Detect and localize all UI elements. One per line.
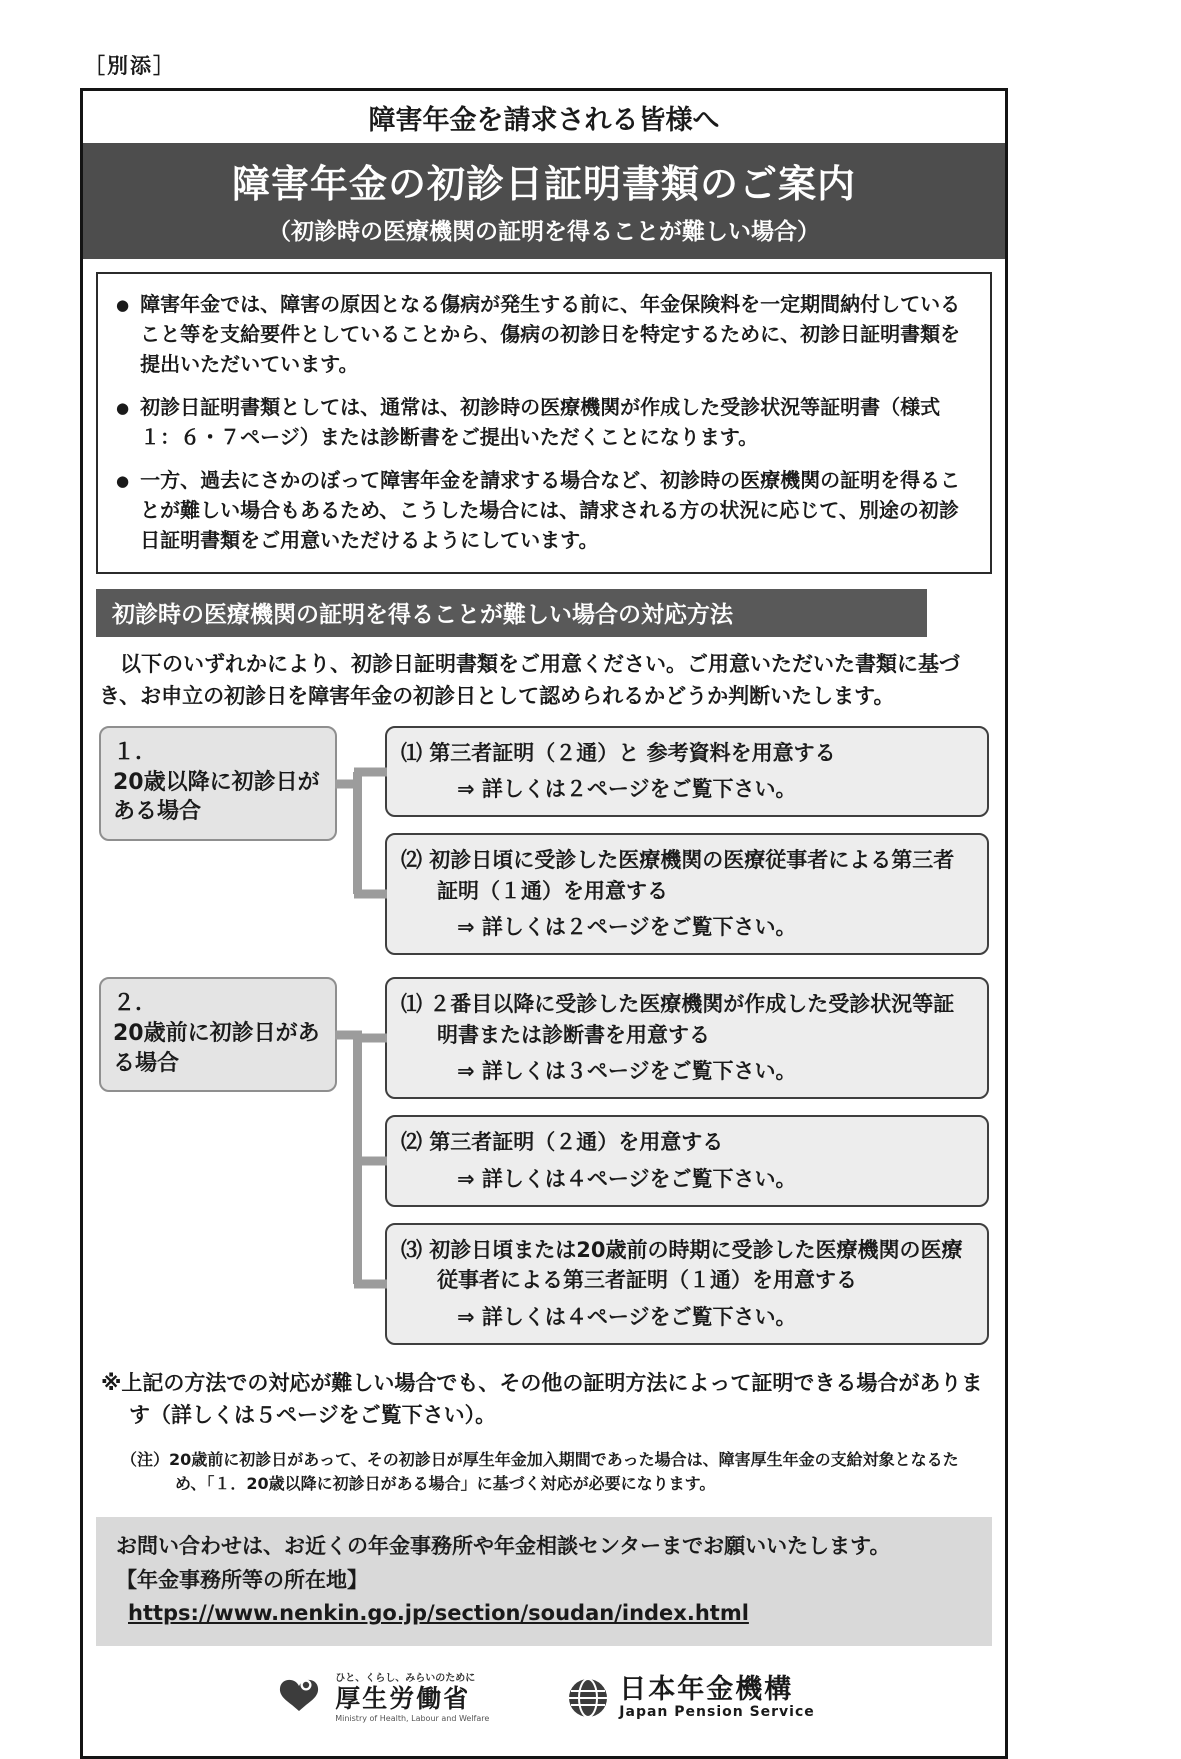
intro-bullets-box xyxy=(96,272,992,574)
document-subtitle: （初診時の医療機関の証明を得ることが難しい場合） xyxy=(268,219,820,245)
case-connector xyxy=(337,726,385,955)
jps-en-name: Japan Pension Service xyxy=(619,1704,815,1721)
jps-logo-icon xyxy=(567,1677,609,1719)
case-number: １． xyxy=(113,740,158,765)
intro-bullet-text: 障害年金では、障害の原因となる傷病が発生する前に、年金保険料を一定期間納付していること等を支給要件としていることから、傷病の初診日を特定するために、初診日証明書類を提出いただいています。 xyxy=(140,292,961,376)
jps-name: 日本年金機構 xyxy=(619,1674,794,1706)
mhlw-logo-block xyxy=(273,1672,489,1724)
case-options xyxy=(385,726,989,955)
mhlw-logo-icon xyxy=(273,1672,325,1724)
option-detail: ⇒ 詳しくは４ページをご覧下さい。 xyxy=(457,1304,797,1329)
option-title: ⑴ ２番目以降に受診した医療機関が作成した受診状況等証明書または診断書を用意する xyxy=(401,992,955,1047)
note-caution: （注）20歳前に初診日があって、その初診日が厚生年金加入期間であった場合は、障害厚生年金の支給対象となるため、「１．20歳以降に初診日がある場合」に基づく対応が必要になります。 xyxy=(121,1449,959,1494)
option-detail: ⇒ 詳しくは２ページをご覧下さい。 xyxy=(457,777,797,802)
attachment-label: ［別添］ xyxy=(84,54,176,78)
mhlw-tagline: ひと、くらし、みらいのために xyxy=(335,1673,476,1685)
contact-box xyxy=(96,1517,992,1646)
case-label xyxy=(99,726,337,841)
document-title: 障害年金の初診日証明書類のご案内 xyxy=(231,162,856,206)
contact-location-label: 【年金事務所等の所在地】 xyxy=(116,1567,368,1592)
intro-bullet-text: 初診日証明書類としては、通常は、初診時の医療機関が作成した受診状況等証明書（様式１：６・７ページ）または診断書をご提出いただくことになります。 xyxy=(140,395,941,449)
jps-logo-block xyxy=(567,1675,814,1720)
footer-logos xyxy=(83,1672,1005,1724)
case-row-1 xyxy=(99,726,989,955)
option-card xyxy=(385,726,989,817)
case-label-text: 20歳以降に初診日がある場合 xyxy=(113,769,320,825)
option-detail: ⇒ 詳しくは４ページをご覧下さい。 xyxy=(457,1166,797,1191)
flowchart xyxy=(99,726,989,1345)
option-title: ⑶ 初診日頃または20歳前の時期に受診した医療機関の医療従事者による第三者証明（１通）を用意する xyxy=(401,1237,963,1293)
intro-bullet xyxy=(116,289,972,379)
mhlw-name: 厚生労働省 xyxy=(335,1683,471,1713)
mhlw-text-block xyxy=(335,1673,489,1722)
option-detail: ⇒ 詳しくは２ページをご覧下さい。 xyxy=(457,915,797,940)
bullet-icon: ● xyxy=(116,472,130,490)
option-card xyxy=(385,1223,989,1345)
case-number: ２． xyxy=(113,991,158,1017)
intro-bullet xyxy=(116,465,972,555)
note-other-methods: ※上記の方法での対応が難しい場合でも、その他の証明方法によって証明できる場合があります（詳しくは５ページをご覧下さい）。 xyxy=(101,1370,983,1428)
bullet-icon: ● xyxy=(116,296,130,314)
title-block xyxy=(83,143,1005,259)
case-options xyxy=(385,977,989,1344)
option-title: ⑵ 第三者証明（２通）を用意する xyxy=(401,1130,724,1155)
case-label xyxy=(99,977,337,1092)
connector-line xyxy=(353,772,362,895)
option-card xyxy=(385,977,989,1099)
option-card xyxy=(385,1115,989,1206)
audience-header: 障害年金を請求される皆様へ xyxy=(368,105,720,136)
case-row-2 xyxy=(99,977,989,1344)
option-title: ⑵ 初診日頃に受診した医療機関の医療従事者による第三者証明（１通）を用意する xyxy=(401,848,955,903)
intro-bullet-text: 一方、過去にさかのぼって障害年金を請求する場合など、初診時の医療機関の証明を得ることが難しい場合もあるため、こうした場合には、請求される方の状況に応じて、別途の初診日証明書類をご用意いただけるようにしています。 xyxy=(140,468,961,552)
contact-location-line xyxy=(116,1564,972,1631)
bullet-icon: ● xyxy=(116,399,130,417)
case-label-text: 20歳前に初診日がある場合 xyxy=(113,1021,320,1076)
pension-office-url-link[interactable]: https://www.nenkin.go.jp/section/soudan/index.html xyxy=(128,1601,749,1626)
section-heading: 初診時の医療機関の証明を得ることが難しい場合の対応方法 xyxy=(96,589,927,637)
intro-bullet xyxy=(116,392,972,452)
option-title: ⑴ 第三者証明（２通）と 参考資料を用意する xyxy=(401,741,836,765)
jps-text-block xyxy=(619,1675,814,1720)
contact-line: お問い合わせは、お近くの年金事務所や年金相談センターまでお願いいたします。 xyxy=(116,1534,891,1559)
option-detail: ⇒ 詳しくは３ページをご覧下さい。 xyxy=(457,1059,797,1084)
document-frame xyxy=(80,88,1008,1759)
option-card xyxy=(385,833,989,955)
mhlw-en-name: Ministry of Health, Labour and Welfare xyxy=(335,1713,490,1723)
section-lead: 以下のいずれかにより、初診日証明書類をご用意ください。ご用意いただいた書類に基づき、お申立の初診日を障害年金の初診日として認められるかどうか判断いたします。 xyxy=(99,652,960,708)
